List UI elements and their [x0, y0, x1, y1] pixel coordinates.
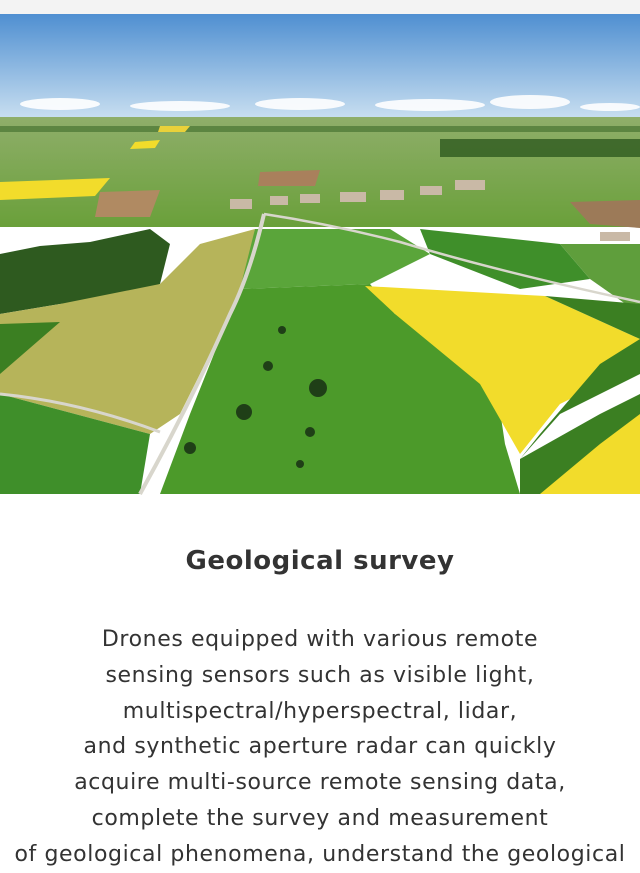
- hero-image: [0, 14, 640, 494]
- section-title: Geological survey: [185, 546, 455, 576]
- aerial-farmland-image: [0, 14, 640, 494]
- section-description: [0, 622, 640, 873]
- distant-fields: [0, 117, 640, 227]
- description-line: of geological phenomena, understand the geological: [14, 841, 626, 867]
- description-line: and synthetic aperture radar can quickly: [83, 734, 557, 760]
- description-line: multispectral/hyperspectral, lidar,: [122, 698, 518, 724]
- top-strip: [0, 0, 640, 14]
- description-line: complete the survey and measurement: [91, 805, 549, 831]
- description-line: Drones equipped with various remote: [101, 627, 539, 652]
- description-line: sensing sensors such as visible light,: [105, 662, 535, 688]
- description-line: acquire multi-source remote sensing data,: [74, 770, 566, 796]
